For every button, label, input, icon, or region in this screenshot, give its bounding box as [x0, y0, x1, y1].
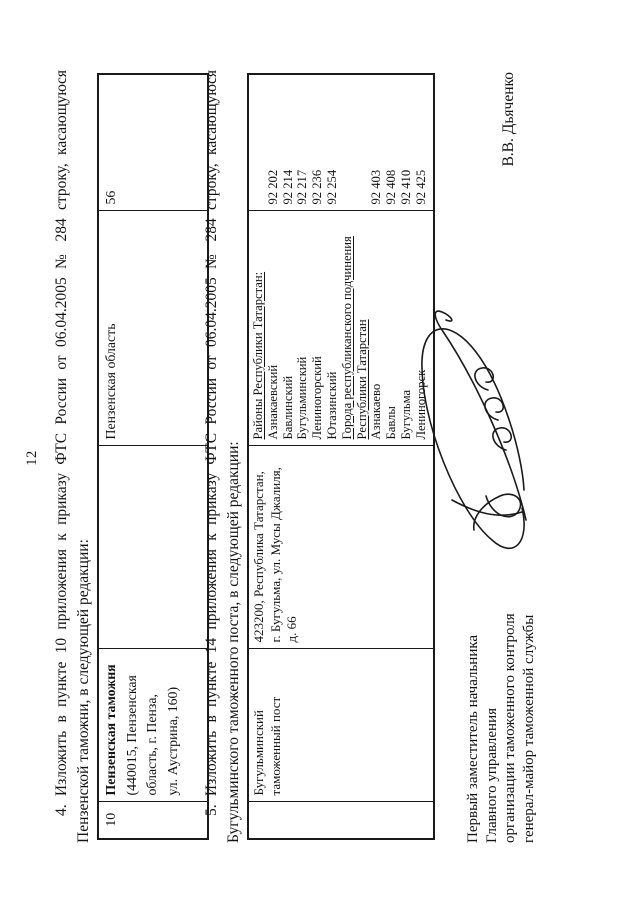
list-line: генерал-майор таможенной службы: [520, 614, 537, 843]
list-line: 92 254: [324, 169, 339, 205]
paragraph-4-line-2: Пензенской таможни, в следующей редакции:: [75, 539, 92, 843]
list-line: Азнакаевский: [265, 364, 280, 440]
paragraph-4: [51, 70, 95, 843]
post-name-cell: [248, 649, 434, 802]
customs-name: Пензенская таможня: [103, 664, 118, 796]
row-number-cell-empty: [248, 802, 434, 839]
list-line: Бугульминский: [295, 356, 310, 440]
paragraph-5: [201, 70, 245, 843]
handwritten-signature-icon: [413, 280, 535, 570]
region-cell: Пензенская область: [98, 211, 208, 446]
list-line: 92 403: [369, 169, 384, 205]
list-line: д. 66: [284, 616, 299, 643]
list-line: Города республиканского подчинения: [339, 236, 354, 440]
list-line: Азнакаево: [369, 383, 384, 440]
list-line: таможенный пост: [267, 696, 283, 796]
list-line: область, г. Пенза,: [144, 694, 159, 796]
region-list-cell: [248, 211, 434, 446]
paragraph-4-line-1: 4. Изложить в пункте 10 приложения к приказу ФТС России от 06.04.2005 № 284 строку, касающуюся: [53, 70, 70, 816]
list-line: Республики Татарстан: [354, 319, 369, 440]
list-line: 92 202: [265, 169, 280, 205]
customs-name-cell: [98, 649, 208, 802]
post-address-cell: [248, 446, 434, 649]
list-line: 423200, Республика Татарстан,: [251, 471, 266, 643]
paragraph-5-line-2: Бугульминского таможенного поста, в следующей редакции:: [225, 441, 242, 843]
list-line: 92 217: [295, 169, 310, 205]
list-line: Первый заместитель начальника: [465, 634, 481, 843]
signature-title: [464, 613, 538, 843]
customs-address: [122, 655, 184, 796]
list-line: 92 236: [310, 169, 325, 205]
table-bugulma-post: [247, 73, 435, 840]
list-line: организации таможенного контроля: [502, 613, 518, 843]
code-list-cell: [248, 74, 434, 211]
row-number-cell: 10: [98, 802, 208, 839]
code-cell: 56: [98, 74, 208, 211]
list-line: Бавлинский: [280, 375, 295, 440]
page-number: 12: [24, 450, 40, 466]
empty-cell: [98, 446, 208, 649]
list-line: 92 408: [384, 169, 399, 205]
list-line: Главного управления: [483, 708, 500, 843]
list-line: [251, 80, 266, 205]
table-penza-customs: [97, 73, 209, 840]
list-line: Лениногорск: [413, 369, 428, 440]
list-line: (440015, Пензенская: [123, 675, 139, 796]
list-line: г. Бугульма, ул. Мусы Джалиля,: [267, 467, 283, 643]
list-line: Бавлы: [384, 406, 399, 440]
list-line: [340, 80, 355, 205]
signature-name: В.В. Дьяченко: [500, 72, 517, 167]
list-line: Бугульминский: [251, 710, 266, 796]
list-line: Лениногорский: [310, 356, 325, 440]
list-line: ул. Аустрина, 160): [164, 686, 180, 796]
list-line: 92 425: [413, 169, 428, 205]
list-line: 92 410: [398, 169, 413, 205]
list-line: Районы Республики Татарстан:: [251, 271, 265, 440]
list-line: Бугульма: [398, 389, 413, 440]
table-row: [248, 74, 434, 839]
table-row: [98, 74, 208, 839]
list-line: 92 214: [280, 169, 295, 205]
paragraph-5-line-1: 5. Изложить в пункте 14 приложения к приказу ФТС России от 06.04.2005 № 284 строку, касающуюся: [203, 70, 220, 816]
list-line: Ютазинский: [324, 371, 339, 440]
list-line: [355, 80, 370, 205]
